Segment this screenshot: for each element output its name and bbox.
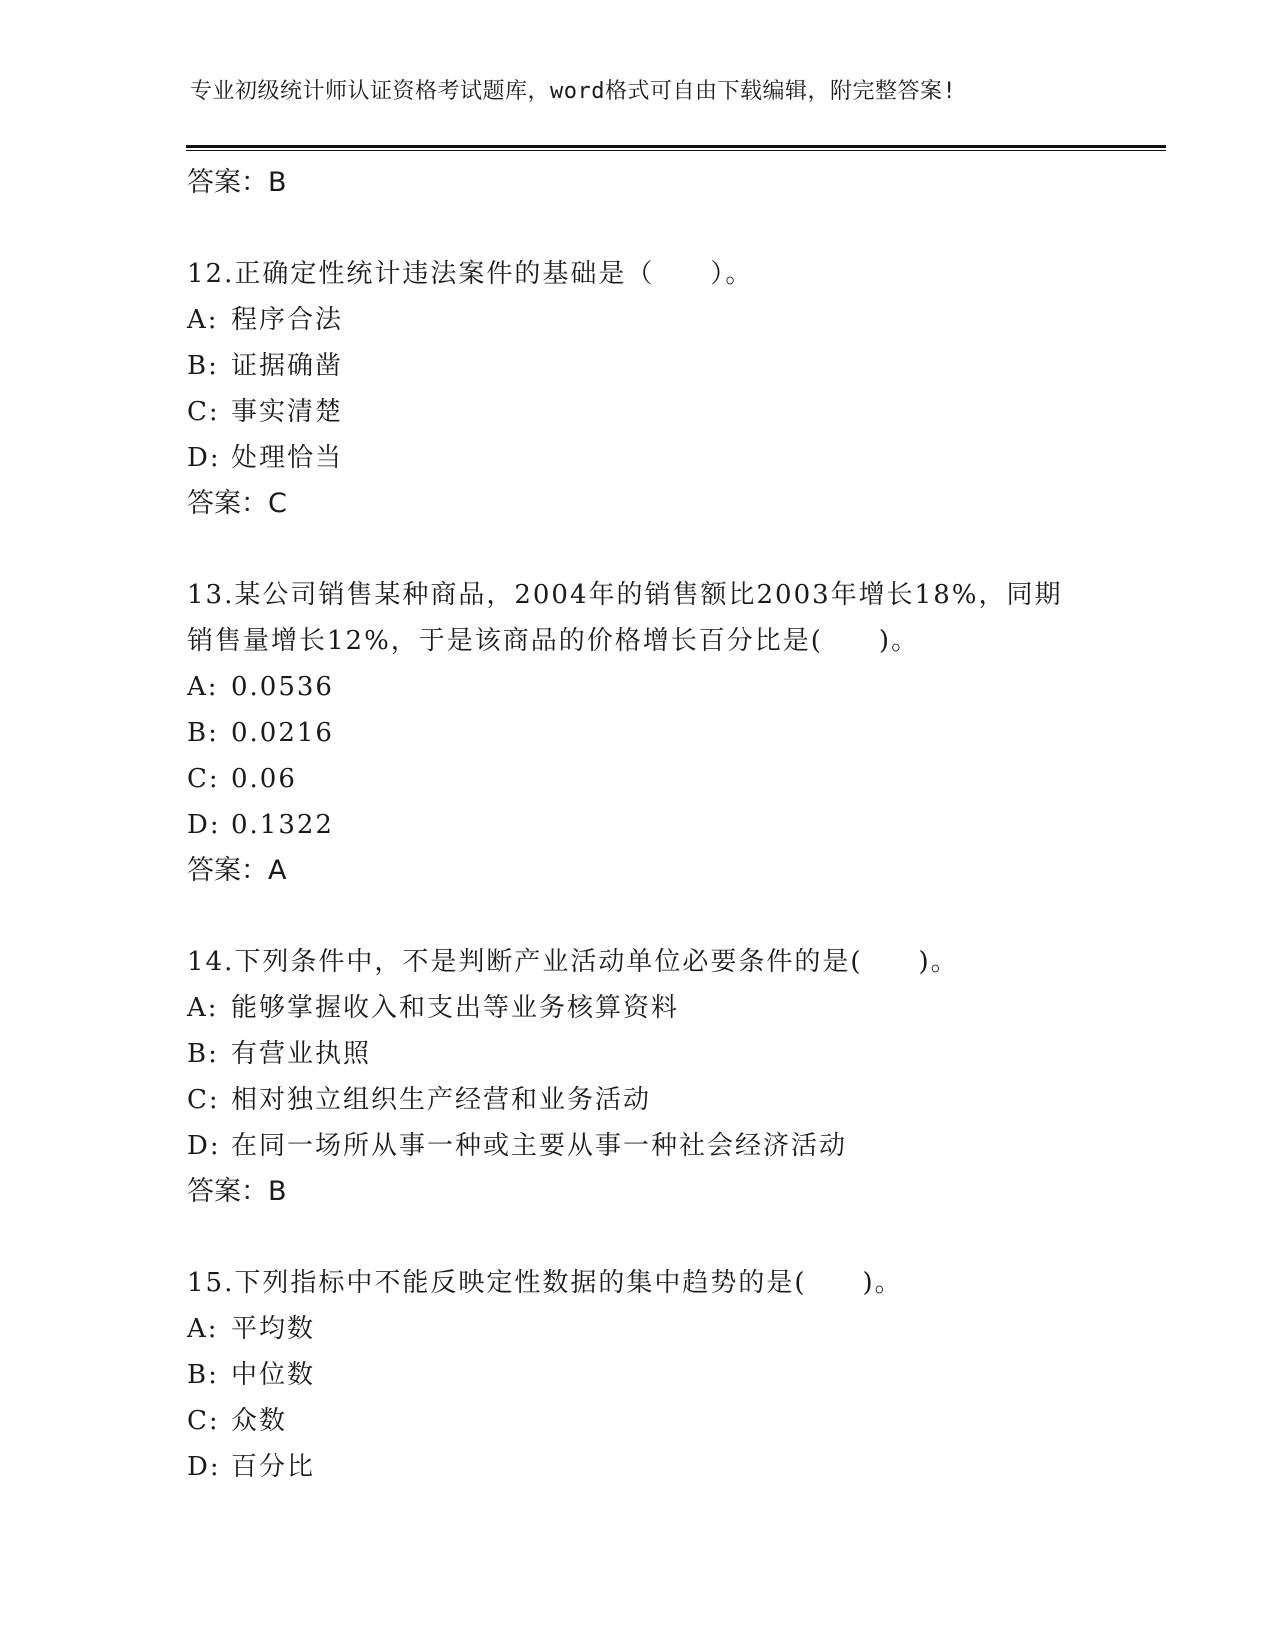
option-a [187, 985, 1167, 1031]
question-15 [187, 1260, 1167, 1490]
question-text: 13.某公司销售某种商品，2004年的销售额比2003年增长18%，同期 [187, 580, 1063, 610]
option-label: B: [187, 351, 219, 381]
option-text: 处理恰当 [231, 443, 344, 473]
option-text: 相对独立组织生产经营和业务活动 [231, 1085, 652, 1115]
option-label: D: [187, 810, 221, 840]
option-a [187, 297, 1167, 343]
option-b [187, 1031, 1167, 1077]
option-text: 0.1322 [231, 810, 334, 840]
option-text: 百分比 [231, 1452, 316, 1482]
page-header: 专业初级统计师认证资格考试题库，word格式可自由下载编辑，附完整答案! [190, 79, 957, 104]
option-text: 有营业执照 [231, 1039, 372, 1069]
option-label: C: [187, 1085, 220, 1115]
option-label: A: [187, 993, 219, 1023]
option-d [187, 1444, 1167, 1490]
option-d [187, 435, 1167, 481]
answer: 答案：C [187, 488, 287, 519]
option-text: 事实清楚 [231, 397, 344, 427]
question-12 [187, 251, 1167, 527]
option-label: A: [187, 672, 219, 702]
option-c [187, 389, 1167, 435]
option-c [187, 1398, 1167, 1444]
option-d [187, 1123, 1167, 1169]
option-d [187, 802, 1167, 848]
option-text: 能够掌握收入和支出等业务核算资料 [231, 993, 680, 1023]
option-b [187, 710, 1167, 756]
option-b [187, 343, 1167, 389]
previous-answer: 答案：B [187, 167, 287, 198]
option-label: D: [187, 1131, 221, 1161]
option-label: C: [187, 397, 220, 427]
option-label: B: [187, 1039, 219, 1069]
option-label: C: [187, 1406, 220, 1436]
option-b [187, 1352, 1167, 1398]
question-14 [187, 939, 1167, 1215]
option-label: B: [187, 1360, 219, 1390]
option-text: 0.0216 [231, 718, 334, 748]
document-body [187, 160, 1167, 1490]
option-text: 0.06 [231, 764, 297, 794]
question-text: 15.下列指标中不能反映定性数据的集中趋势的是( )。 [187, 1268, 903, 1298]
question-text-continued: 销售量增长12%，于是该商品的价格增长百分比是( )。 [187, 626, 920, 656]
option-label: B: [187, 718, 219, 748]
option-label: A: [187, 305, 219, 335]
option-text: 证据确凿 [231, 351, 344, 381]
question-text: 14.下列条件中，不是判断产业活动单位必要条件的是( )。 [187, 947, 959, 977]
option-text: 0.0536 [231, 672, 334, 702]
option-text: 在同一场所从事一种或主要从事一种社会经济活动 [231, 1131, 848, 1161]
option-text: 众数 [231, 1406, 288, 1436]
question-13 [187, 572, 1167, 894]
answer: 答案：B [187, 1176, 287, 1207]
option-label: D: [187, 1452, 221, 1482]
option-label: A: [187, 1314, 219, 1344]
option-label: D: [187, 443, 221, 473]
option-a [187, 664, 1167, 710]
question-text: 12.正确定性统计违法案件的基础是（ ）。 [187, 259, 754, 289]
option-text: 程序合法 [231, 305, 344, 335]
answer: 答案：A [187, 855, 287, 886]
option-text: 平均数 [231, 1314, 316, 1344]
option-c [187, 756, 1167, 802]
option-c [187, 1077, 1167, 1123]
option-label: C: [187, 764, 220, 794]
option-a [187, 1306, 1167, 1352]
header-rule [186, 145, 1166, 151]
option-text: 中位数 [231, 1360, 316, 1390]
